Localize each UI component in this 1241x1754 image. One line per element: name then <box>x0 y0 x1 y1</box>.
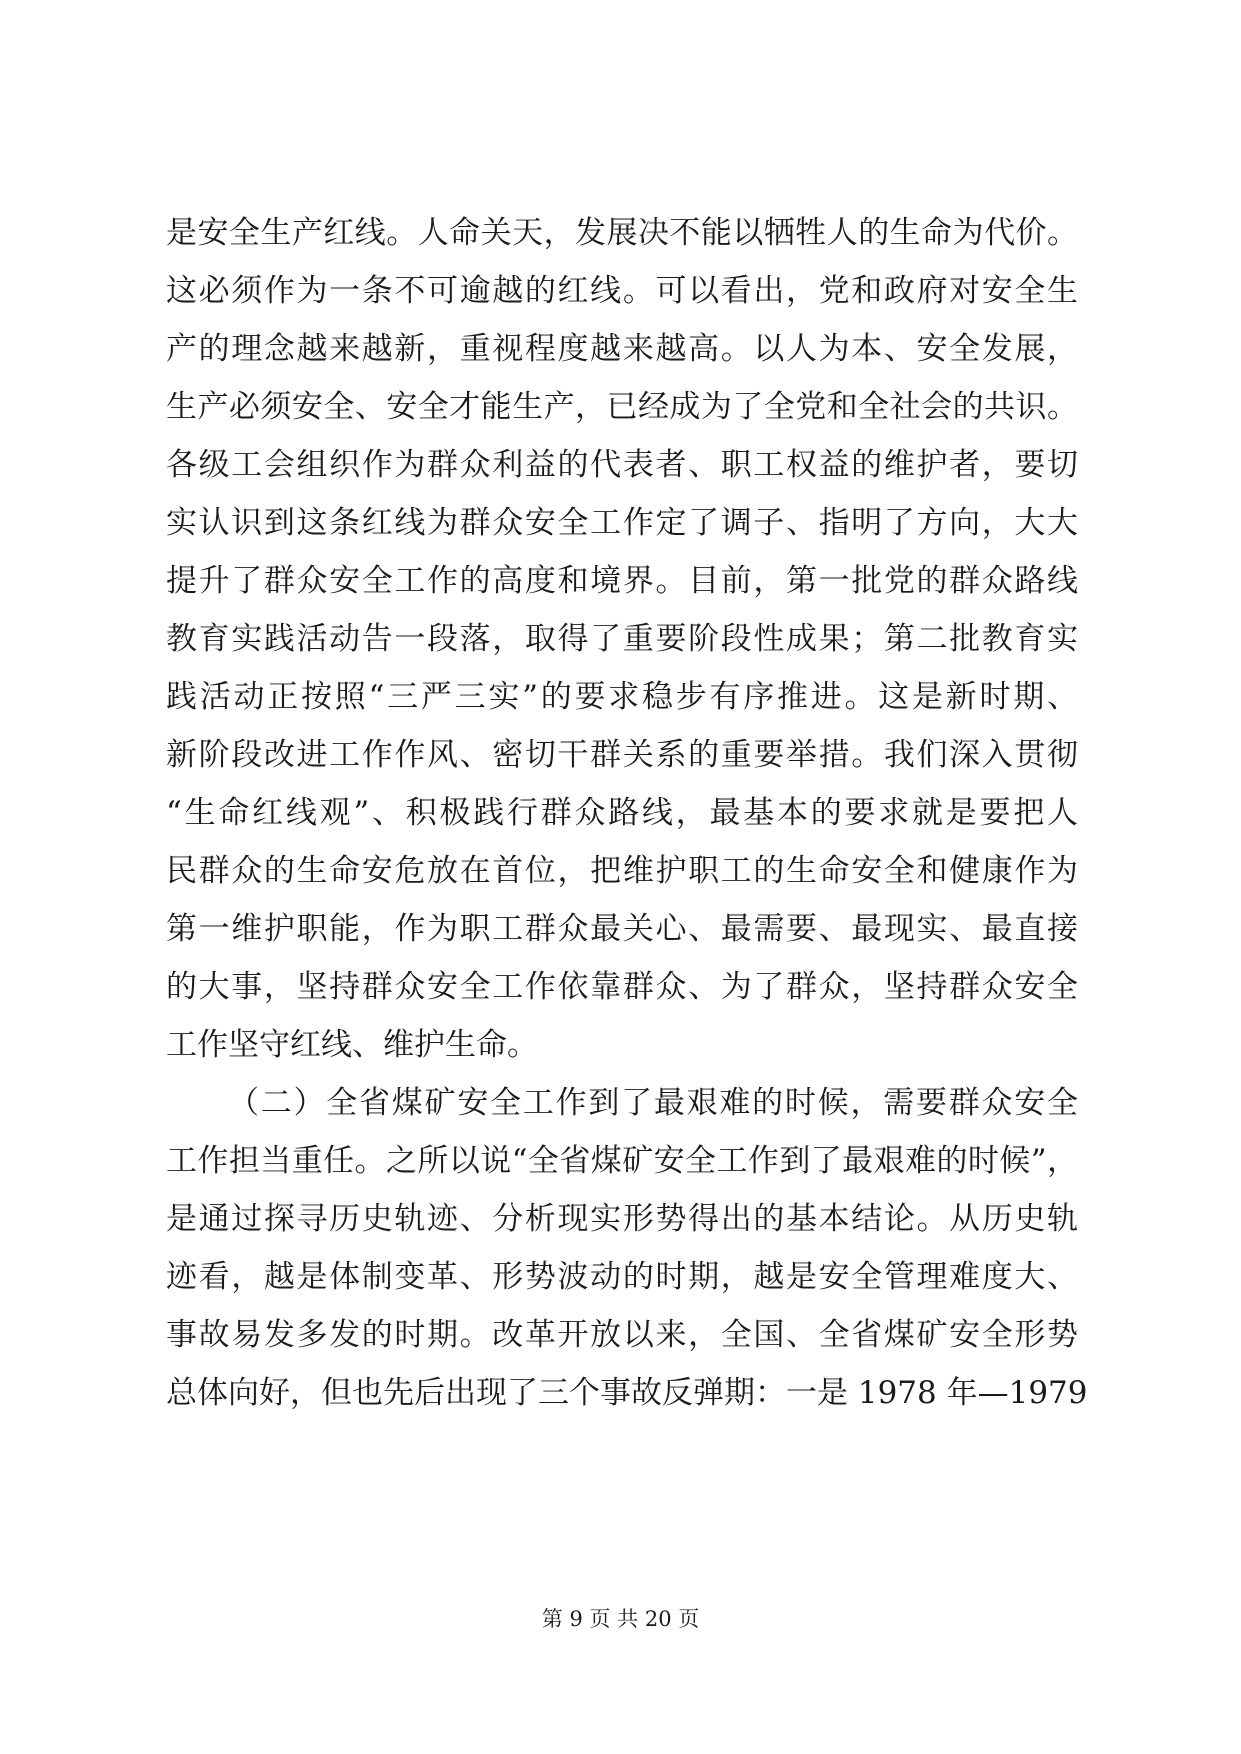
text-line: 工作坚守红线、维护生命。 <box>166 1027 538 1063</box>
text-line: 新阶段改进工作作风、密切干群关系的重要举措。我们深入贯彻 <box>166 737 1078 773</box>
text-line: 践活动正按照“三严三实”的要求稳步有序推进。这是新时期、 <box>166 679 1078 715</box>
text-line: 各级工会组织作为群众利益的代表者、职工权益的维护者，要切 <box>166 447 1078 483</box>
text-line: 是安全生产红线。人命关天，发展决不能以牺牲人的生命为代价。 <box>166 215 1078 251</box>
text-line: 总体向好，但也先后出现了三个事故反弹期：一是 1978 年—1979 <box>166 1375 1088 1411</box>
section-heading-line: （二）全省煤矿安全工作到了最艰难的时候，需要群众安全 <box>228 1085 1078 1121</box>
text-line: 产的理念越来越新，重视程度越来越高。以人为本、安全发展， <box>166 331 1078 367</box>
text-line: 工作担当重任。之所以说“全省煤矿安全工作到了最艰难的时候”， <box>166 1143 1078 1179</box>
text-line: “生命红线观”、积极践行群众路线，最基本的要求就是要把人 <box>166 795 1078 831</box>
text-line: 事故易发多发的时期。改革开放以来，全国、全省煤矿安全形势 <box>166 1317 1078 1353</box>
text-line: 迹看，越是体制变革、形势波动的时期，越是安全管理难度大、 <box>166 1259 1078 1295</box>
page-footer: 第 9 页 共 20 页 <box>541 1607 700 1631</box>
text-line: 第一维护职能，作为职工群众最关心、最需要、最现实、最直接 <box>166 911 1078 947</box>
text-line: 的大事，坚持群众安全工作依靠群众、为了群众，坚持群众安全 <box>166 969 1078 1005</box>
text-line: 实认识到这条红线为群众安全工作定了调子、指明了方向，大大 <box>166 505 1078 541</box>
text-line: 生产必须安全、安全才能生产，已经成为了全党和全社会的共识。 <box>166 389 1078 425</box>
text-line: 是通过探寻历史轨迹、分析现实形势得出的基本结论。从历史轨 <box>166 1201 1078 1237</box>
text-line: 提升了群众安全工作的高度和境界。目前，第一批党的群众路线 <box>166 563 1078 599</box>
text-line: 这必须作为一条不可逾越的红线。可以看出，党和政府对安全生 <box>166 273 1078 309</box>
text-line: 民群众的生命安危放在首位，把维护职工的生命安全和健康作为 <box>166 853 1078 889</box>
text-line: 教育实践活动告一段落，取得了重要阶段性成果；第二批教育实 <box>166 621 1078 657</box>
